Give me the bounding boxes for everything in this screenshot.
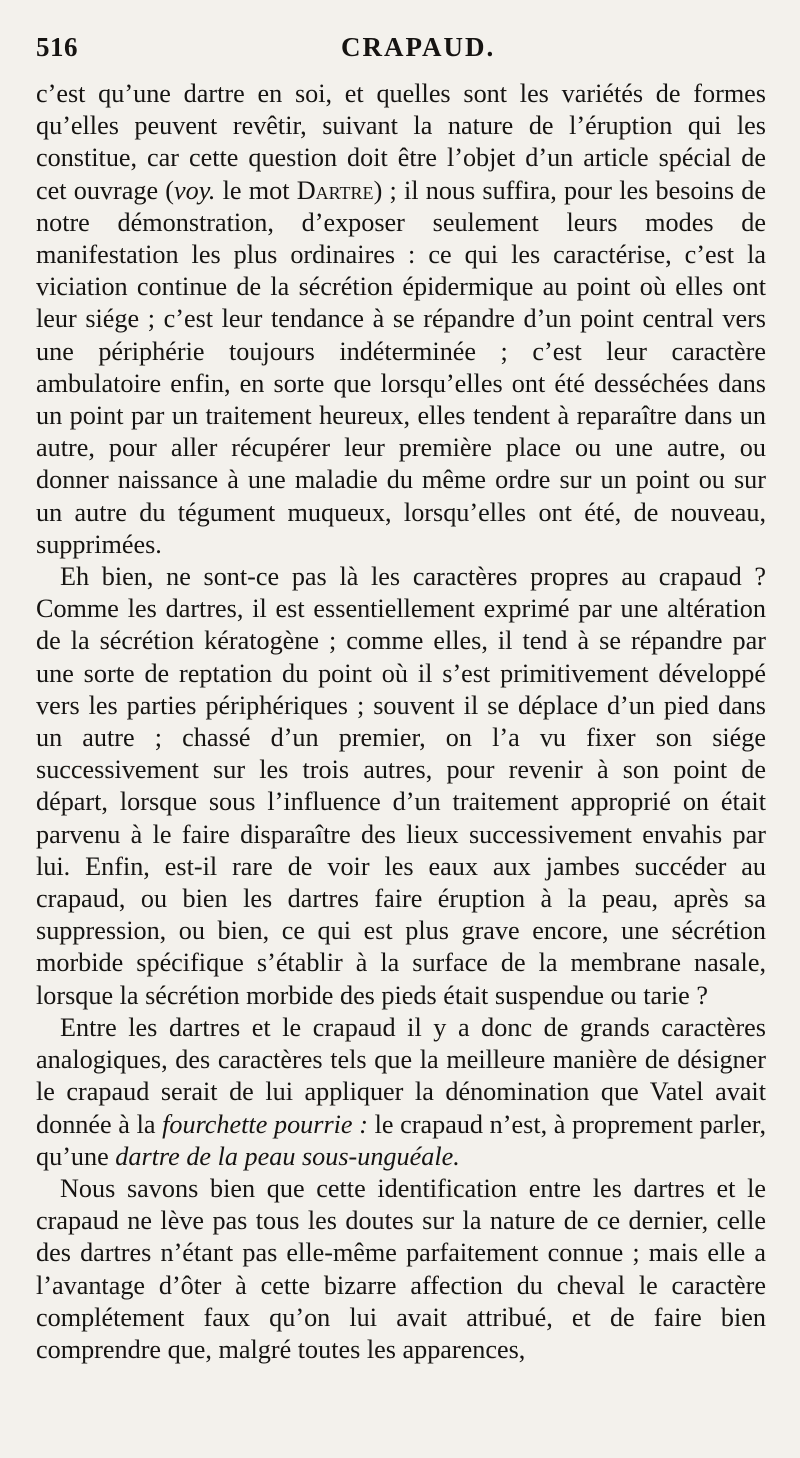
italic-text: fourchette pourrie : <box>162 1109 368 1139</box>
italic-text: voy. <box>174 175 216 205</box>
text-run: c’est qu’une dartre en soi, et quelles sont les variétés de formes qu’elles peuvent revêtir, suivant la nature de l’éruption qui les constitue, car cette question doit être l’objet d’un article spécial de cet ouvrage ( <box>36 79 766 205</box>
text-run: le mot <box>215 175 297 205</box>
smallcaps-text: Dartre <box>296 175 374 205</box>
paragraph <box>36 78 766 561</box>
italic-text: dartre de la peau sous-unguéale. <box>115 1141 460 1171</box>
text-run: Nous savons bien que cette identification entre les dartres et le crapaud ne lève pas tous les doutes sur la nature de ce dernier, celle des dartres n’étant pas elle-même parfaitement connue ; mais elle a l’avantage d’ôter à cette bizarre affection du cheval le caractère complétement faux qu’on lui avait attribué, et de faire bien comprendre que, malgré toutes les apparences, <box>36 1173 766 1364</box>
paragraph <box>36 1173 766 1366</box>
body-text <box>36 78 766 1366</box>
text-run: ) ; il nous suffira, pour les besoins de notre démonstration, d’exposer seulement leurs modes de manifestation les plus ordinaires : ce qui les caractérise, c’est la viciation continue de la sécrétion épidermique au point où elles ont leur siége ; c’est leur tendance à se répandre d’un point central vers une périphérie toujours indéterminée ; c’est leur caractère ambulatoire enfin, en sorte que lorsqu’elles ont été desséchées dans un point par un traitement heureux, elles tendent à reparaître dans un autre, pour aller récupérer leur première place ou une autre, ou donner naissance à une maladie du même ordre sur un point ou sur un autre du tégument muqueux, lorsqu’elles ont été, de nouveau, supprimées. <box>36 175 767 559</box>
running-head <box>36 32 766 72</box>
paragraph <box>36 561 766 1012</box>
text-run: Entre les dartres et le crapaud il y a donc de grands caractères analogiques, des caractères tels que la meilleure manière de désigner le crapaud serait de lui appliquer la dénomination que Vatel avait donnée à la <box>36 1012 766 1139</box>
text-run: le crapaud n’est, à proprement parler, qu’une <box>36 1109 767 1171</box>
text-run: Eh bien, ne sont-ce pas là les caractères propres au crapaud ? Comme les dartres, il est essentiellement exprimé par une altération de la sécrétion kératogène ; comme elles, il tend à se répandre par une sorte de reptation du point où il s’est primitivement développé vers les parties périphériques ; souvent il se déplace d’un pied dans un autre ; chassé d’un premier, on l’a vu fixer son siége successivement sur les trois autres, pour revenir à son point de départ, lorsque sous l’influence d’un traitement approprié on était parvenu à le faire disparaître des lieux successivement envahis par lui. Enfin, est-il rare de voir les eaux aux jambes succéder au crapaud, ou bien les dartres faire éruption à la peau, après sa suppression, ou bien, ce qui est plus grave encore, une sécrétion morbide spécifique s’établir à la surface de la membrane nasale, lorsque la sécrétion morbide des pieds était suspendue ou tarie ? <box>36 562 766 1010</box>
page-number: 516 <box>36 32 78 62</box>
running-title: CRAPAUD. <box>341 32 496 62</box>
paragraph <box>36 1012 766 1173</box>
